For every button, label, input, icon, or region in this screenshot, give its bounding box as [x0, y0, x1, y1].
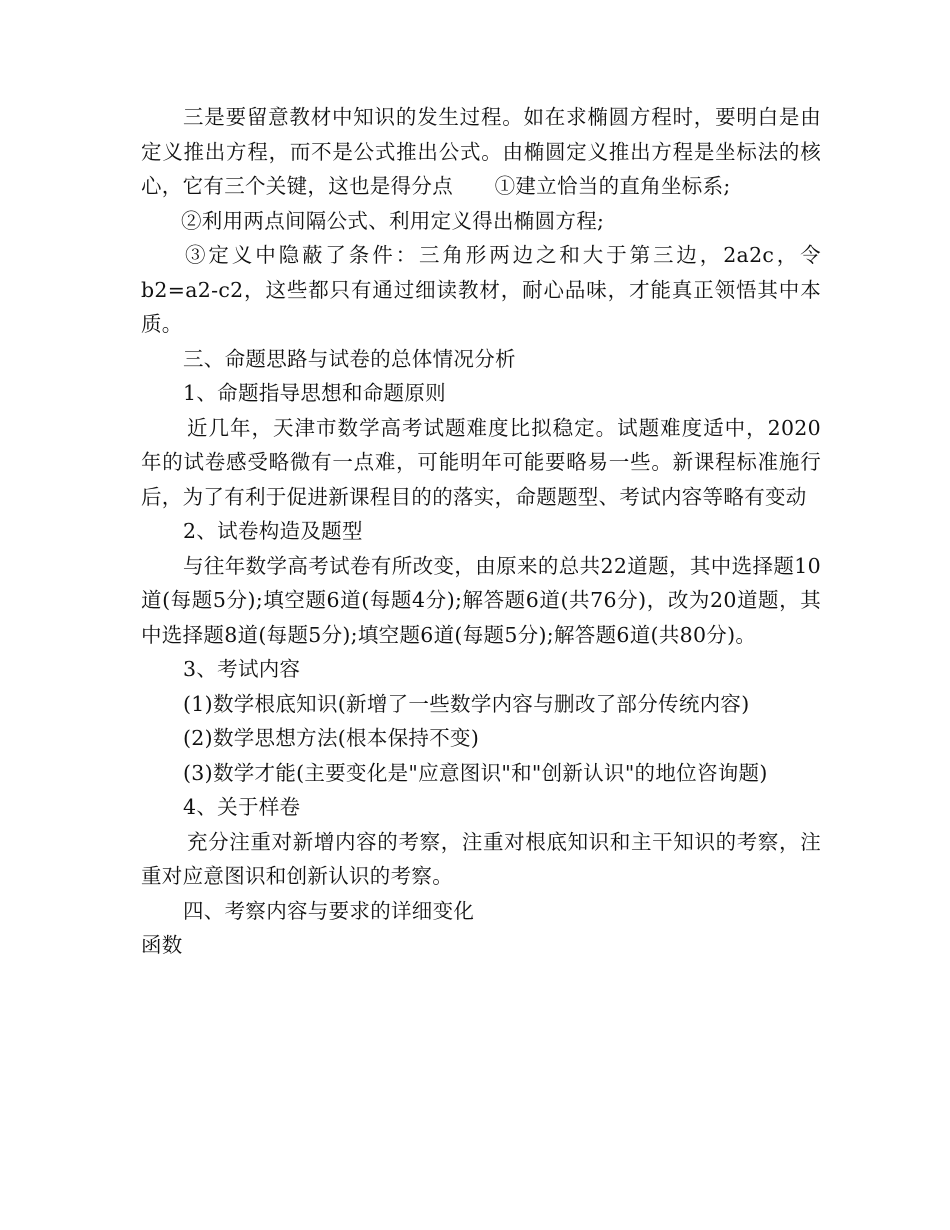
list-item-2: (2)数学思想方法(根本保持不变) — [183, 726, 480, 750]
subheading-2: 2、试卷构造及题型 — [183, 519, 363, 543]
subheading-4: 4、关于样卷 — [183, 795, 301, 819]
subheading-1: 1、命题指导思想和命题原则 — [183, 381, 446, 405]
paragraph-teaching-process: 三是要留意教材中知识的发生过程。如在求椭圆方程时，要明白是由定义推出方程，而不是公式推出公式。由椭圆定义推出方程是坐标法的核心，它有三个关键，这也是得分点 ①建立恰当的直角坐标系; — [141, 105, 821, 198]
section-heading-3: 三、命题思路与试卷的总体情况分析 — [183, 346, 516, 371]
paragraph-paper-structure: 与往年数学高考试卷有所改变，由原来的总共22道题，其中选择题10道(每题5分);填空题6道(每题4分);解答题6道(共76分)，改为20道题，其中选择题8道(每题5分);填空题6道(每题5分);解答题6道(共80分)。 — [141, 553, 821, 647]
paragraph-function: 函数 — [141, 933, 183, 957]
paragraph-point-3: ③定义中隐蔽了条件：三角形两边之和大于第三边，2a2c，令b2=a2-c2，这些都只有通过细读教材，耐心品味，才能真正领悟其中本质。 — [141, 243, 821, 336]
paragraph-point-2: ②利用两点间隔公式、利用定义得出椭圆方程; — [181, 208, 605, 233]
subheading-3: 3、考试内容 — [183, 657, 301, 681]
document-body — [141, 100, 821, 963]
list-item-1: (1)数学根底知识(新增了一些数学内容与删改了部分传统内容) — [183, 691, 750, 716]
paragraph-recent-years: 近几年，天津市数学高考试题难度比拟稳定。试题难度适中，2020年的试卷感受略微有一点难，可能明年可能要略易一些。新课程标准施行后，为了有利于促进新课程目的的落实，命题题型、考试内容等略有变动 — [141, 415, 821, 509]
list-item-3: (3)数学才能(主要变化是"应意图识"和"创新认识"的地位咨询题) — [183, 760, 768, 785]
section-heading-4: 四、考察内容与要求的详细变化 — [183, 898, 475, 923]
paragraph-sample-paper: 充分注重对新增内容的考察，注重对根底知识和主干知识的考察，注重对应意图识和创新认识的考察。 — [141, 829, 821, 888]
